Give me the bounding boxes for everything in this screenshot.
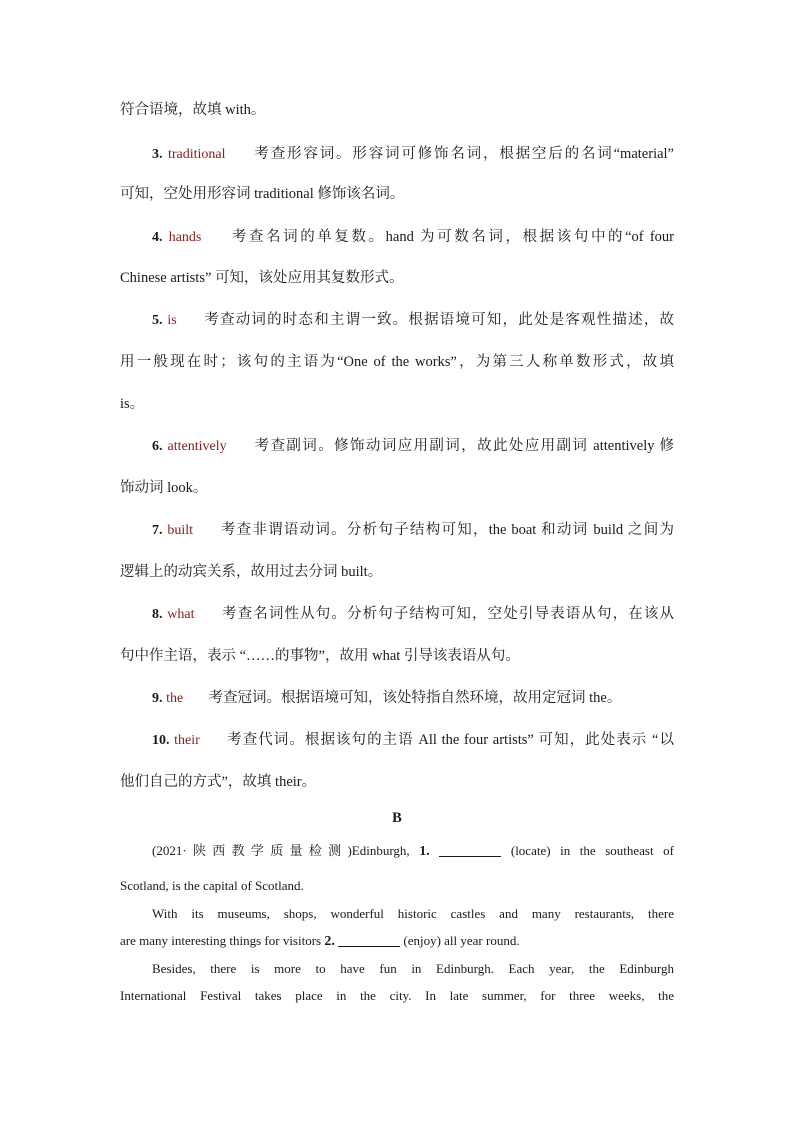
answer-word: their bbox=[174, 733, 200, 748]
answer-10-line-2: 他们自己的方式”，故填 their。 bbox=[120, 774, 317, 790]
answer-blank-1[interactable] bbox=[439, 842, 501, 857]
answer-3-line-1 bbox=[120, 144, 674, 165]
passage-line-1 bbox=[120, 841, 674, 862]
blank-number: 1. bbox=[419, 844, 430, 859]
explanation-text: 考查副词。修饰动词应用副词，故此处应用副词 attentively 修 bbox=[254, 438, 675, 454]
item-number: 9. bbox=[152, 691, 163, 706]
passage-line-5: Besides, there is more to have fun in Edinburgh. Each year, the Edinburgh bbox=[152, 961, 674, 976]
answer-6-line-1 bbox=[120, 436, 674, 457]
passage-text: are many interesting things for visitors bbox=[120, 933, 322, 948]
item-number: 10. bbox=[152, 733, 170, 748]
passage-text: (enjoy) all year round. bbox=[403, 933, 520, 948]
answer-word: attentively bbox=[167, 439, 227, 454]
answer-4-line-1 bbox=[120, 227, 674, 248]
passage-line-4 bbox=[120, 931, 674, 952]
passage-source: (2021·陕西教学质量检测)Edinburgh, bbox=[152, 843, 410, 858]
blank-number: 2. bbox=[324, 934, 335, 949]
item-number: 8. bbox=[152, 607, 163, 622]
explanation-text: 考查形容词。形容词可修饰名词，根据空后的名词“material” bbox=[254, 146, 674, 162]
explanation-text: 考查代词。根据该句的主语 All the four artists” 可知，此处表示 “以 bbox=[227, 732, 675, 748]
item-number: 7. bbox=[152, 523, 163, 538]
answer-word: built bbox=[167, 523, 194, 538]
answer-9-line-1 bbox=[120, 688, 674, 709]
answer-5-line-3: is。 bbox=[120, 396, 145, 412]
answer-word: what bbox=[167, 607, 195, 622]
answer-7-line-2: 逻辑上的动宾关系，故用过去分词 built。 bbox=[120, 564, 383, 580]
answer-8-line-1 bbox=[120, 604, 674, 625]
answer-word: the bbox=[166, 691, 184, 706]
answer-7-line-1 bbox=[120, 520, 674, 541]
answer-5-line-1 bbox=[120, 310, 674, 331]
intro-line: 符合语境，故填 with。 bbox=[120, 102, 266, 118]
explanation-text: 考查非谓语动词。分析句子结构可知，the boat 和动词 build 之间为 bbox=[220, 522, 675, 538]
section-heading: B bbox=[392, 810, 402, 826]
passage-line-2: Scotland, is the capital of Scotland. bbox=[120, 878, 304, 893]
item-number: 5. bbox=[152, 313, 163, 328]
answer-3-line-2: 可知，空处用形容词 traditional 修饰该名词。 bbox=[120, 186, 405, 202]
passage-text: (locate) in the southeast of bbox=[510, 843, 674, 858]
answer-8-line-2: 句中作主语，表示 “……的事物”，故用 what 引导该表语从句。 bbox=[120, 648, 520, 664]
item-number: 6. bbox=[152, 439, 163, 454]
answer-word: is bbox=[167, 313, 177, 328]
answer-word: hands bbox=[168, 230, 202, 245]
answer-blank-2[interactable] bbox=[338, 932, 400, 947]
explanation-text: 考查名词性从句。分析句子结构可知，空处引导表语从句，在该从 bbox=[222, 606, 675, 622]
passage-line-3: With its museums, shops, wonderful historic castles and many restaurants, there bbox=[152, 906, 674, 921]
answer-10-line-1 bbox=[120, 730, 674, 751]
passage-line-6: International Festival takes place in the city. In late summer, for three weeks, the bbox=[120, 988, 674, 1003]
explanation-text: 考查冠词。根据语境可知，该处特指自然环境，故用定冠词 the。 bbox=[208, 690, 622, 706]
answer-6-line-2: 饰动词 look。 bbox=[120, 480, 208, 496]
answer-4-line-2: Chinese artists” 可知，该处应用其复数形式。 bbox=[120, 270, 404, 286]
answer-word: traditional bbox=[167, 147, 226, 162]
item-number: 4. bbox=[152, 230, 163, 245]
explanation-text: 考查动词的时态和主谓一致。根据语境可知，此处是客观性描述，故 bbox=[204, 312, 675, 328]
answer-5-line-2: 用一般现在时；该句的主语为“One of the works”，为第三人称单数形式，故填 bbox=[120, 354, 674, 370]
item-number: 3. bbox=[152, 147, 163, 162]
explanation-text: 考查名词的单复数。hand 为可数名词，根据该句中的“of four bbox=[231, 229, 675, 245]
